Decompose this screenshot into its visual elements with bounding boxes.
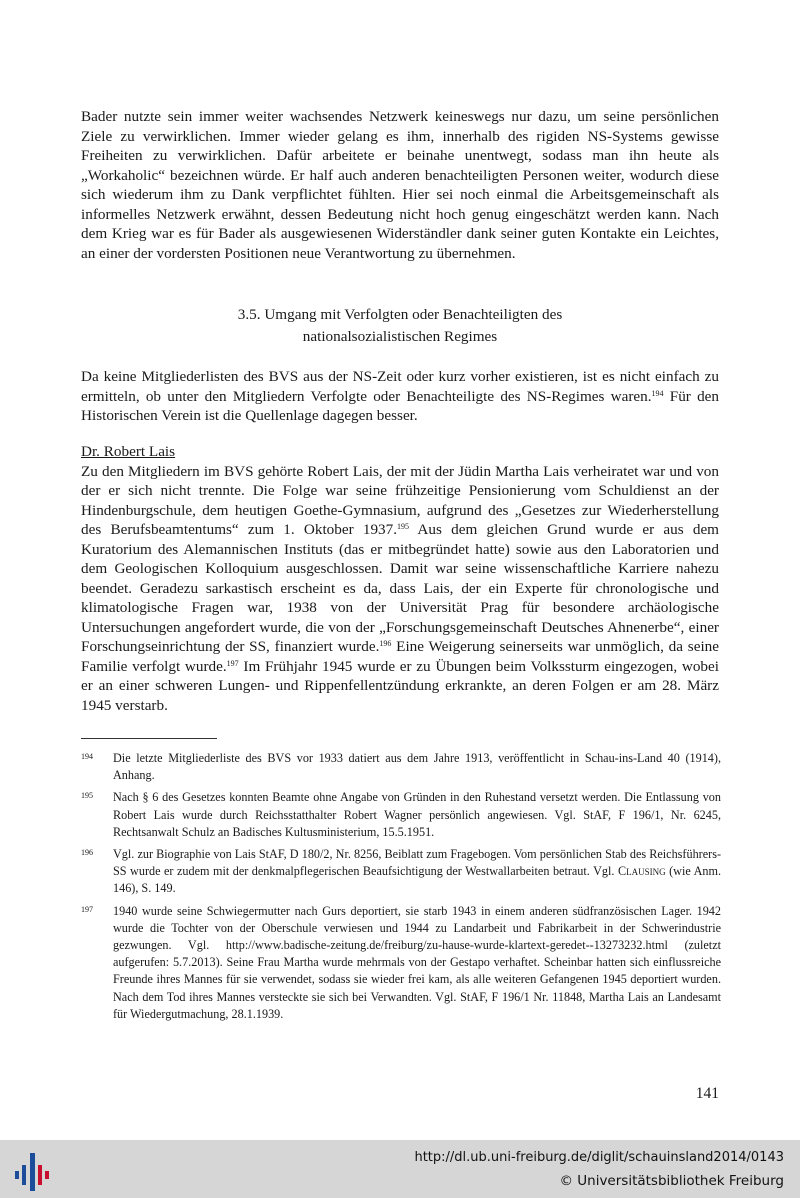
paragraph-text: Zu den Mitgliedern im BVS gehörte Robert Lais, der mit der Jüdin Martha Lais verheiratet war und von der er sich nicht trennte. Die Folge war seine frühzeitige Pensionierung vom Schuldienst an der Hindenburgschule, dem heutigen Goethe-Gymnasium, aufgrund des „Gesetzes zur Wiederherstellung des Berufsbeamtentums“ zum 1. Oktober 1937. xyxy=(81,462,719,538)
footnote-ref-196[interactable]: 196 xyxy=(379,639,392,648)
body-paragraph-robert-lais xyxy=(81,442,719,715)
footnote-number: 194 xyxy=(81,752,93,761)
footnote-text: 1940 wurde seine Schwiegermutter nach Gurs deportiert, sie starb 1943 in einem anderen südfranzösischen Lager. 1942 wurde die Tochter von der Oberschule verwiesen und 1944 zu Landarbeit und Fabrikarbeit in der Schwerindustrie gezwungen. Vgl. http://www.badische-zeitung.de/freiburg/zu-hause-wurde-klartext-geredet--13273232.html (zuletzt aufgerufen: 5.7.2013). Seine Frau Martha wurde mehrmals von der Gestapo verhaftet. Scheinbar hatten sich einflussreiche Freunde ihres Mannes für sie verwendet, sodass sie wieder frei kam, als alle weiteren Gefangenen 1945 deportiert wurden. Nach dem Tod ihres Mannes versteckte sie sich bei Verwandten. Vgl. StAF, F 196/1 Nr. 11848, Martha Lais an Landesamt für Wiedergutmachung, 28.1.1939. xyxy=(113,903,721,1021)
library-footer-bar xyxy=(0,1140,800,1198)
footnote-text: Nach § 6 des Gesetzes konnten Beamte ohne Angabe von Gründen in den Ruhestand versetzt werden. Die Entlassung von Robert Lais wurde durch Reichsstatthalter Robert Wagner persönlich angewiesen. Vgl. StAF, F 196/1, Nr. 6245, Rechtsanwalt Schulz an Badisches Kultusministerium, 15.5.1951. xyxy=(113,790,721,839)
paragraph-text: Im Frühjahr 1945 wurde er zu Übungen beim Volkssturm eingezogen, wobei er an einer schweren Lungen- und Rippenfellentzündung erkrankte, an deren Folgen er am 28. März 1945 verstarb. xyxy=(81,657,719,714)
paragraph-text: Da keine Mitgliederlisten des BVS aus der NS-Zeit oder kurz vorher existieren, ist es nicht einfach zu ermitteln, ob unter den Mitgliedern Verfolgte oder Benachteiligte des NS-Regimes waren. xyxy=(81,368,719,405)
section-heading-line-2: nationalsozialistischen Regimes xyxy=(302,328,498,345)
footnote-number: 197 xyxy=(81,904,93,914)
subsection-heading: Dr. Robert Lais xyxy=(81,443,176,460)
paragraph-text: Für den Historischen Verein ist die Quellenlage dagegen besser. xyxy=(81,387,719,424)
footnote-author: Clausing xyxy=(617,864,666,879)
body-paragraph-bader-network: Bader nutzte sein immer weiter wachsendes Netzwerk keineswegs nur dazu, um seine persönlichen Ziele zu verwirklichen. Immer wieder gelang es ihm, innerhalb des rigiden NS-Systems gewisse Freiheiten zu verwirklichen. Dafür arbeitete er beinahe unentwegt, sodass man ihn heute als „Workaholic“ bezeichnen würde. Er half auch anderen benachteiligten Personen weiter, wodurch diese sich wiederum ihm zu Dank verpflichtet fühlten. Hier sei noch einmal die Arbeitsgemeinschaft als informelles Netzwerk erwähnt, dessen Bedeutung nicht hoch genug eingeschätzt werden kann. Nach dem Krieg war es für Bader als ausgewiesenen Widerständler dank seiner guten Kontakte ein Leichtes, an einer der vordersten Positionen neue Verantwortung zu übernehmen. xyxy=(81,108,719,262)
footnote-text: Vgl. zur Biographie von Lais StAF, D 180/2, Nr. 8256, Beiblatt zum Fragebogen. Vom persönlichen Stab des Reichsführers-SS wurde er zudem mit der denkmalpflegerischen Beaufsichtigung der Westwallarbeiten betraut. Vgl. xyxy=(113,847,721,879)
permalink-url[interactable]: http://dl.ub.uni-freiburg.de/diglit/schauinsland2014/0143 xyxy=(414,1150,784,1165)
footnote-196 xyxy=(81,846,721,898)
copyright-notice: © Universitätsbibliothek Freiburg xyxy=(559,1173,784,1189)
footnotes xyxy=(81,750,721,1028)
footnote-separator xyxy=(81,738,217,739)
paragraph-text: Eine Weigerung seinerseits war unmöglich, da seine Familie verfolgt wurde. xyxy=(81,638,720,675)
ub-freiburg-logo-icon[interactable] xyxy=(13,1149,53,1193)
section-heading xyxy=(81,304,719,348)
footnote-ref-195[interactable]: 195 xyxy=(397,522,410,531)
footnote-194 xyxy=(81,750,721,784)
paragraph-text: Aus dem gleichen Grund wurde er aus dem Kuratorium des Alemannischen Instituts (das er mitbegründet hatte) sowie aus den Laboratorien und dem Geologischen Kolloquium ausgeschlossen. Damit war seine wissenschaftliche Karriere nahezu beendet. Geradezu sarkastisch erscheint es da, dass Lais, der ein Experte für chronologische und klimatologische Fragen war, 1938 von der Universität Prag für besondere archäologische Untersuchungen angefordert wurde, die von der „Forschungsgemeinschaft Deutsches Ahnenerbe“, einer Forschungseinrichtung der SS, finanziert wurde. xyxy=(81,521,719,655)
footnote-text: Die letzte Mitgliederliste des BVS vor 1933 datiert aus dem Jahre 1913, veröffentlicht in Schau-ins-Land 40 (1914), Anhang. xyxy=(113,751,721,783)
footnote-ref-194[interactable]: 194 xyxy=(651,388,664,398)
footnote-197 xyxy=(81,903,721,1023)
footnote-ref-197[interactable]: 197 xyxy=(226,658,239,668)
footnote-number: 195 xyxy=(81,791,93,801)
body-paragraph-membership-lists xyxy=(81,367,719,426)
footnote-number: 196 xyxy=(81,848,93,858)
footnote-195 xyxy=(81,789,721,841)
footnote-text: (wie Anm. 146), S. 149. xyxy=(113,864,721,896)
page-number: 141 xyxy=(695,1085,719,1102)
section-heading-line-1: 3.5. Umgang mit Verfolgten oder Benachteiligten des xyxy=(237,306,563,323)
